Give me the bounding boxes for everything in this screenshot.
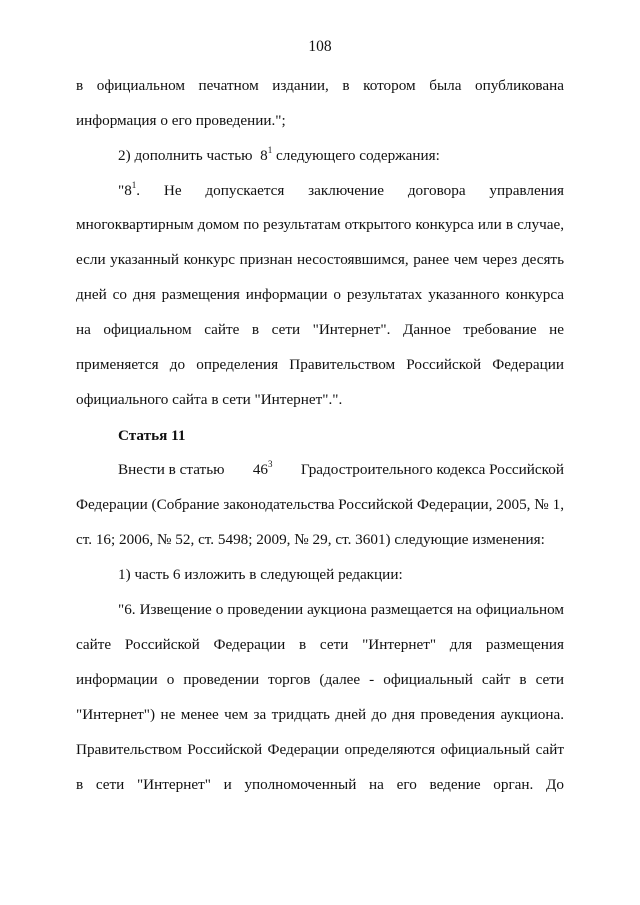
text-line: если указанный конкурс признан несостоявшимся, ранее чем через десять <box>76 251 564 268</box>
text-line: информации о проведении торгов (далее - официальный сайт в сети <box>76 671 564 688</box>
text-line: 1) часть 6 изложить в следующей редакции: <box>118 566 403 583</box>
text-line: применяется до определения Правительством Российской Федерации <box>76 356 564 373</box>
text-line: ст. 16; 2006, № 52, ст. 5498; 2009, № 29, ст. 3601) следующие изменения: <box>76 531 545 548</box>
text-line: Правительством Российской Федерации определяются официальный сайт <box>76 741 564 758</box>
page-number: 108 <box>308 38 332 55</box>
text-line: на официальном сайте в сети "Интернет". Данное требование не <box>76 321 564 338</box>
text-word: договора <box>407 182 466 199</box>
text-line: в официальном печатном издании, в котором была опубликована <box>76 77 564 94</box>
text-word: управления <box>489 182 564 199</box>
text-line: "Интернет") не менее чем за тридцать дней до дня проведения аукциона. <box>76 706 564 723</box>
text-line: Внести в статью $46^3$ Градостроительного кодекса Российской <box>118 459 564 478</box>
text-word: допускается <box>205 182 285 199</box>
text-line: "6. Извещение о проведении аукциона размещается на официальном <box>118 601 564 618</box>
text-line: 2) дополнить частью $8^1$ следующего содержания: <box>118 145 440 164</box>
text-line: многоквартирным домом по результатам открытого конкурса или в случае, <box>76 216 564 233</box>
text-line: сайте Российской Федерации в сети "Интернет" для размещения <box>76 636 564 653</box>
text-line: Федерации (Собрание законодательства Российской Федерации, 2005, № 1, <box>76 496 564 513</box>
text-word: Не <box>163 182 182 199</box>
text-word: заключение <box>308 182 385 199</box>
text-line: официального сайта в сети "Интернет".". <box>76 391 343 408</box>
text-line: информация о его проведении."; <box>76 112 286 129</box>
text-line: "$8^1$. Не допускается заключение договора управления <box>118 180 564 199</box>
text-line: в сети "Интернет" и уполномоченный на его ведение орган. До <box>76 776 564 793</box>
article-heading: Статья 11 <box>118 427 186 444</box>
text-line: дней со дня размещения информации о результатах указанного конкурса <box>76 286 564 303</box>
